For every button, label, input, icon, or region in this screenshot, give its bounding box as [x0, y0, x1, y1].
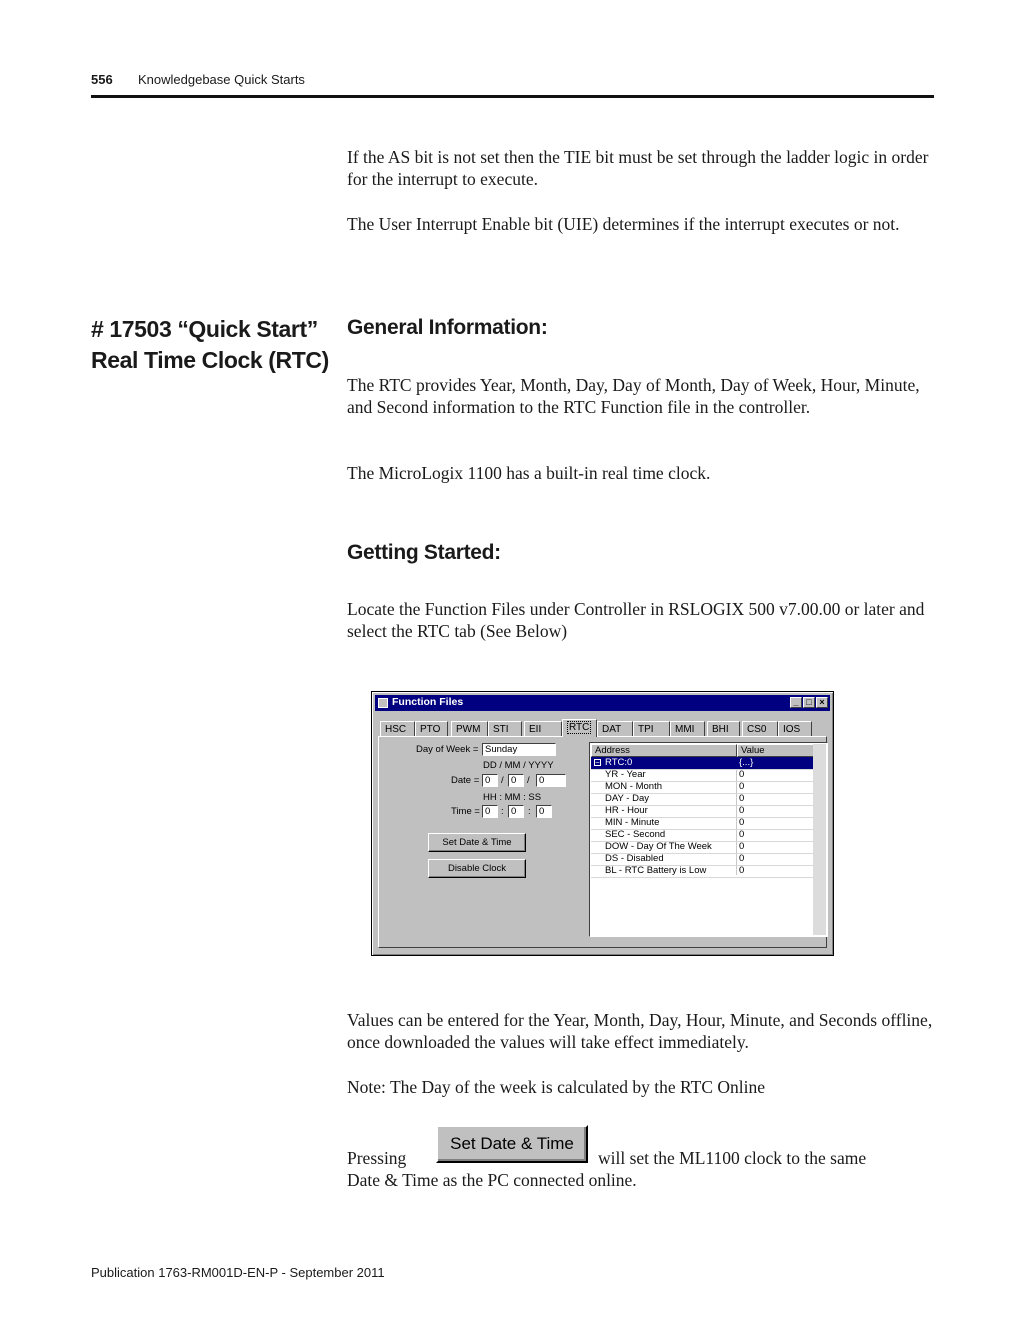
grid-row[interactable]: BL - RTC Battery is Low 0: [591, 865, 814, 878]
function-files-window: [371, 691, 834, 956]
date-format-label: DD / MM / YYYY: [483, 760, 554, 771]
time-minute-field[interactable]: 0: [508, 805, 524, 818]
grid-row[interactable]: SEC - Second 0: [591, 829, 814, 842]
running-header: Knowledgebase Quick Starts: [138, 72, 305, 87]
grid-row[interactable]: DAY - Day 0: [591, 793, 814, 806]
section-side-title: [91, 314, 331, 376]
set-date-time-button[interactable]: Set Date & Time: [428, 833, 526, 852]
time-label: Time =: [451, 806, 480, 817]
window-title: Function Files: [392, 696, 464, 708]
pressing-continued-text: will set the ML1100 clock to the same: [598, 1148, 867, 1168]
publication-footer: Publication 1763-RM001D-EN-P - September 2011: [91, 1265, 385, 1280]
general-paragraph-1: The RTC provides Year, Month, Day, Day of Month, Day of Week, Hour, Minute, and Second information to the RTC Function file in the controller.: [347, 375, 920, 417]
tab-mmi[interactable]: MMI: [670, 721, 705, 736]
rtc-data-grid: [589, 742, 828, 937]
tab-dat[interactable]: DAT: [597, 721, 633, 736]
note-paragraph: Note: The Day of the week is calculated by the RTC Online: [347, 1077, 766, 1097]
disable-clock-button[interactable]: Disable Clock: [428, 859, 526, 878]
date-label: Date =: [451, 775, 480, 786]
time-hour-field[interactable]: 0: [482, 805, 498, 818]
grid-row[interactable]: DS - Disabled 0: [591, 853, 814, 866]
date-separator-2: /: [527, 775, 530, 786]
tab-pto[interactable]: PTO: [415, 721, 448, 736]
values-paragraph: Values can be entered for the Year, Month, Day, Hour, Minute, and Seconds offline, once downloaded the values will take effect immediately.: [347, 1010, 933, 1052]
tab-hsc[interactable]: HSC: [380, 721, 415, 736]
maximize-icon[interactable]: □: [803, 697, 815, 708]
rtc-tab-panel: [378, 736, 827, 948]
grid-row[interactable]: YR - Year 0: [591, 769, 814, 782]
close-icon[interactable]: ×: [816, 697, 828, 708]
tab-bhi[interactable]: BHI: [707, 721, 740, 736]
window-app-icon: [378, 698, 388, 708]
time-second-field[interactable]: 0: [536, 805, 552, 818]
grid-header-value[interactable]: Value: [737, 744, 815, 757]
date-month-field[interactable]: 0: [508, 774, 524, 787]
tab-rtc[interactable]: RTC: [562, 719, 597, 737]
tab-ios[interactable]: IOS: [778, 721, 812, 736]
intro-paragraph-1: If the AS bit is not set then the TIE bit must be set through the ladder logic in order for the interrupt to execute.: [347, 147, 929, 189]
minimize-icon[interactable]: _: [790, 697, 802, 708]
time-separator-2: :: [528, 806, 531, 817]
function-file-tabs: [378, 719, 827, 736]
tab-pwm[interactable]: PWM: [451, 721, 488, 736]
set-date-time-button-image: Set Date & Time: [436, 1125, 588, 1163]
collapse-icon[interactable]: −: [595, 758, 600, 767]
general-information-heading: General Information:: [347, 316, 548, 339]
intro-paragraph-2: The User Interrupt Enable bit (UIE) determines if the interrupt executes or not.: [347, 214, 900, 234]
side-title-line-1: # 17503 “Quick Start”: [91, 316, 318, 342]
grid-row[interactable]: HR - Hour 0: [591, 805, 814, 818]
header-rule: [91, 95, 934, 98]
date-year-field[interactable]: 0: [536, 774, 566, 787]
grid-row[interactable]: DOW - Day Of The Week 0: [591, 841, 814, 854]
time-separator-1: :: [501, 806, 504, 817]
day-of-week-field[interactable]: Sunday: [482, 743, 556, 756]
date-separator-1: /: [501, 775, 504, 786]
page-number: 556: [91, 72, 113, 87]
getting-started-heading: Getting Started:: [347, 541, 501, 564]
grid-row-rtc0[interactable]: − RTC:0 {...}: [591, 757, 814, 770]
tab-sti[interactable]: STI: [488, 721, 522, 736]
time-format-label: HH : MM : SS: [483, 792, 542, 803]
side-title-line-2: Real Time Clock (RTC): [91, 347, 329, 373]
grid-scrollbar[interactable]: [813, 744, 826, 935]
grid-row[interactable]: MIN - Minute 0: [591, 817, 814, 830]
date-day-field[interactable]: 0: [482, 774, 498, 787]
tab-tpi[interactable]: TPI: [633, 721, 670, 736]
pressing-last-line: Date & Time as the PC connected online.: [347, 1170, 637, 1190]
pressing-text: Pressing: [347, 1148, 407, 1168]
getting-started-paragraph: Locate the Function Files under Controller in RSLOGIX 500 v7.00.00 or later and select the RTC tab (See Below): [347, 599, 925, 641]
grid-row[interactable]: MON - Month 0: [591, 781, 814, 794]
tab-cs0[interactable]: CS0: [742, 721, 778, 736]
general-paragraph-2: The MicroLogix 1100 has a built-in real time clock.: [347, 463, 711, 483]
window-titlebar: [375, 695, 830, 711]
grid-header-address[interactable]: Address: [591, 744, 737, 757]
tab-eii[interactable]: EII: [524, 721, 562, 736]
day-of-week-label: Day of Week =: [416, 744, 479, 755]
